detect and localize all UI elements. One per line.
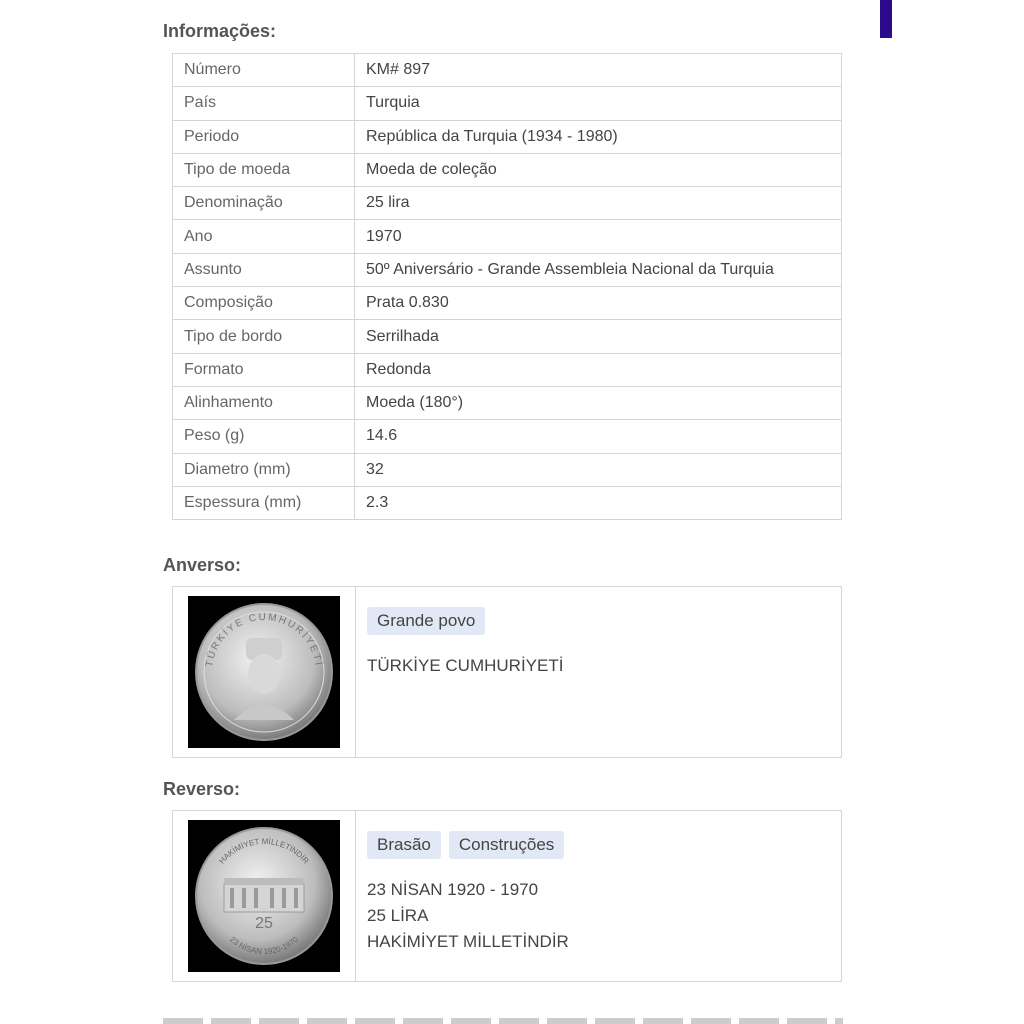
svg-text:HAKİMİYET MİLLETİNDİR: HAKİMİYET MİLLETİNDİR	[217, 836, 311, 866]
tag-chip[interactable]: Grande povo	[367, 607, 485, 635]
obverse-description	[356, 587, 563, 757]
accent-bar	[880, 0, 892, 38]
info-row-value: 14.6	[355, 420, 842, 453]
reverse-tags	[367, 831, 569, 859]
reverse-section-title: Reverso:	[163, 779, 241, 799]
info-row-label: Periodo	[173, 120, 355, 153]
info-row-value: 32	[355, 453, 842, 486]
info-row-label: Composição	[173, 287, 355, 320]
tag-chip[interactable]: Construções	[449, 831, 564, 859]
info-row-label: Denominação	[173, 187, 355, 220]
info-row-value: Moeda (180°)	[355, 386, 842, 419]
reverse-lines	[367, 877, 569, 955]
tag-chip[interactable]: Brasão	[367, 831, 441, 859]
inscription-line: TÜRKİYE CUMHURİYETİ	[367, 656, 564, 675]
info-row-label: Alinhamento	[173, 386, 355, 419]
info-row-label: Diametro (mm)	[173, 453, 355, 486]
info-row-value: Moeda de coleção	[355, 153, 842, 186]
info-table	[172, 53, 842, 520]
inscription-line: 25 LİRA	[367, 906, 429, 925]
svg-text:25: 25	[255, 915, 273, 932]
info-row	[173, 54, 842, 87]
obverse-coin-image[interactable]	[188, 596, 340, 748]
info-row	[173, 120, 842, 153]
info-row	[173, 420, 842, 453]
info-row-value: República da Turquia (1934 - 1980)	[355, 120, 842, 153]
obverse-box	[172, 586, 842, 758]
info-row-label: País	[173, 87, 355, 120]
inscription-line: HAKİMİYET MİLLETİNDİR	[367, 932, 569, 951]
info-row	[173, 386, 842, 419]
info-row-label: Número	[173, 54, 355, 87]
obverse-lines	[367, 653, 563, 679]
info-row	[173, 253, 842, 286]
svg-text:23 NİSAN 1920-1970: 23 NİSAN 1920-1970	[228, 934, 300, 957]
info-row-label: Assunto	[173, 253, 355, 286]
reverse-box	[172, 810, 842, 982]
info-row-value: Turquia	[355, 87, 842, 120]
reverse-image-cell	[173, 811, 356, 981]
info-row	[173, 187, 842, 220]
reverse-description	[356, 811, 569, 981]
info-row-value: 2.3	[355, 486, 842, 519]
obverse-tags	[367, 607, 563, 635]
info-row-value: 50º Aniversário - Grande Assembleia Nacional da Turquia	[355, 253, 842, 286]
next-section-cutoff	[163, 1018, 843, 1024]
info-row-value: Prata 0.830	[355, 287, 842, 320]
info-row	[173, 287, 842, 320]
info-row	[173, 87, 842, 120]
reverse-coin-image[interactable]	[188, 820, 340, 972]
svg-text:TÜRKİYE CUMHURİYETİ: TÜRKİYE CUMHURİYETİ	[204, 611, 324, 668]
info-row	[173, 453, 842, 486]
info-row-label: Ano	[173, 220, 355, 253]
info-row	[173, 220, 842, 253]
obverse-image-cell	[173, 587, 356, 757]
info-row	[173, 320, 842, 353]
obverse-section-title: Anverso:	[163, 555, 242, 575]
info-row	[173, 353, 842, 386]
info-row-value: 25 lira	[355, 187, 842, 220]
info-row-label: Formato	[173, 353, 355, 386]
info-row-label: Tipo de moeda	[173, 153, 355, 186]
info-row	[173, 153, 842, 186]
inscription-line: 23 NİSAN 1920 - 1970	[367, 880, 539, 899]
info-row	[173, 486, 842, 519]
info-row-label: Espessura (mm)	[173, 486, 355, 519]
info-row-value: Redonda	[355, 353, 842, 386]
info-row-label: Tipo de bordo	[173, 320, 355, 353]
info-row-value: 1970	[355, 220, 842, 253]
info-section-title: Informações:	[163, 21, 277, 41]
info-row-label: Peso (g)	[173, 420, 355, 453]
info-row-value: Serrilhada	[355, 320, 842, 353]
info-row-value: KM# 897	[355, 54, 842, 87]
